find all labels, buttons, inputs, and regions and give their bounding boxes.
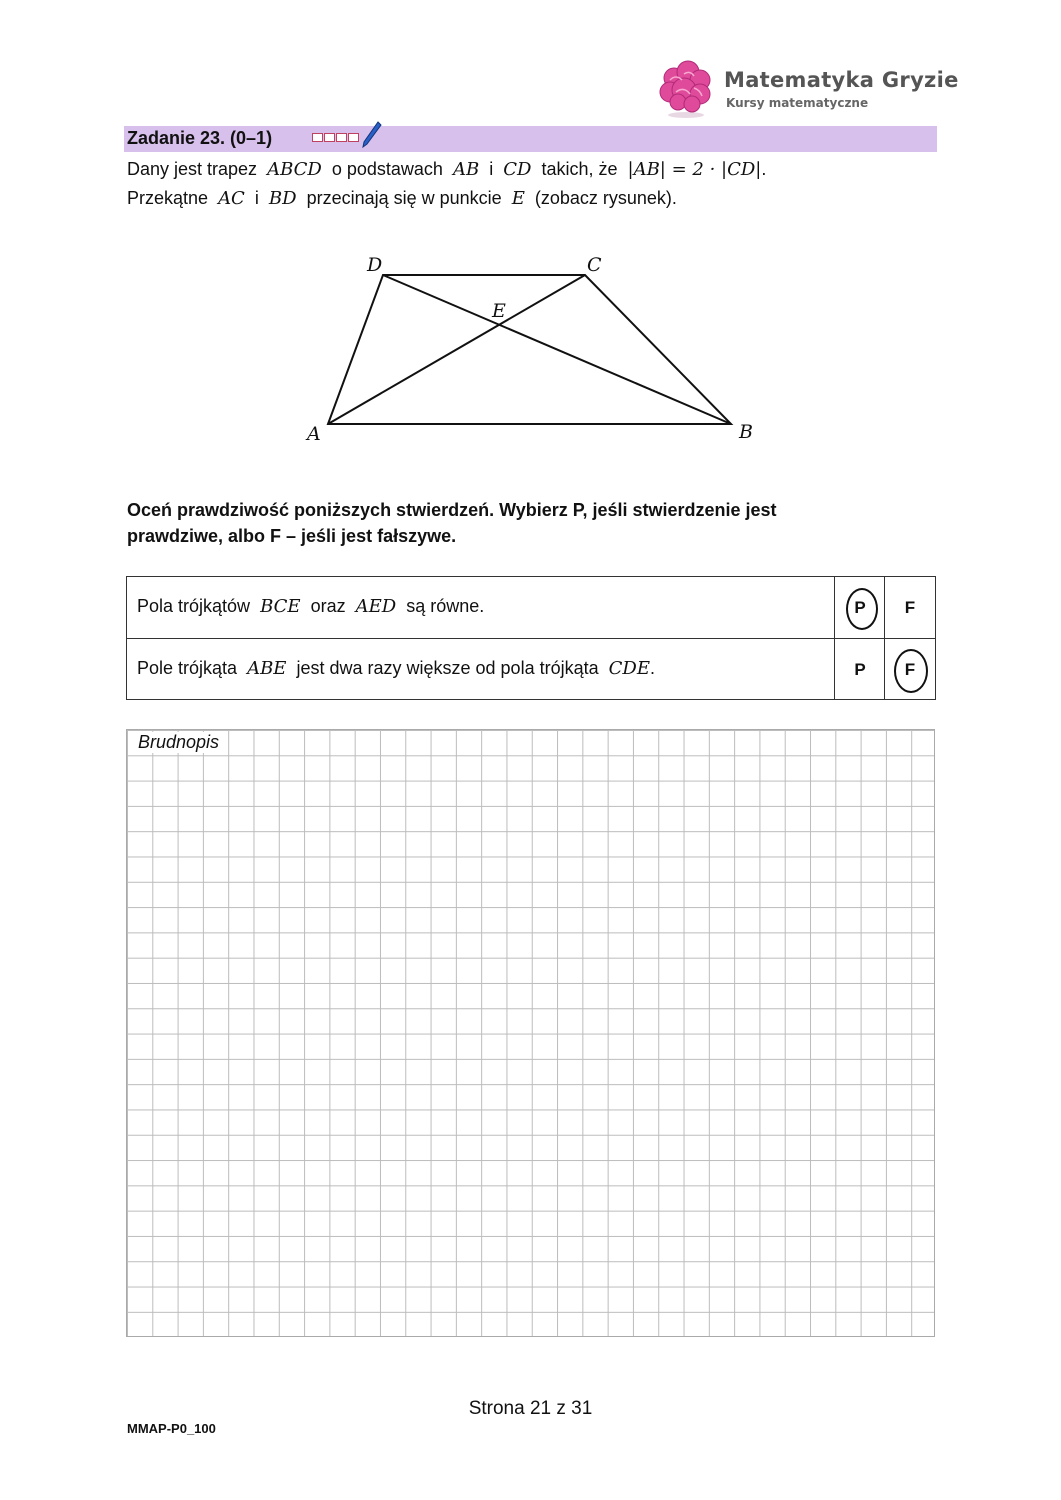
intro-text: przecinają się w punkcie — [306, 188, 502, 208]
statement-part: jest dwa razy większe od pola trójkąta — [296, 658, 599, 678]
skill-box — [348, 133, 359, 142]
draft-grid — [126, 729, 935, 1337]
diagonal-ac — [328, 275, 585, 424]
task-title: Zadanie 23. (0–1) — [127, 128, 273, 148]
diagonal-bd — [383, 275, 731, 424]
math-abcd: ABCD — [267, 159, 322, 180]
answer-table — [126, 576, 936, 700]
logo — [656, 58, 959, 122]
answer-circle-mark — [894, 649, 928, 693]
page-number: Strona 21 z 31 — [468, 1398, 593, 1419]
task-header — [124, 126, 937, 152]
label-e: E — [492, 300, 506, 322]
math-ac: AC — [218, 188, 245, 209]
intro-line-1 — [127, 159, 766, 180]
statement-row — [127, 638, 935, 700]
intro-text: (zobacz rysunek). — [534, 188, 677, 208]
intro-text: i — [489, 159, 494, 179]
document-code: MMAP-P0_100 — [127, 1421, 216, 1436]
label-a: A — [307, 423, 321, 445]
pen-icon — [360, 120, 382, 150]
option-f-cell[interactable] — [884, 639, 935, 700]
option-p-cell[interactable] — [834, 577, 885, 638]
statement-part: oraz — [310, 596, 346, 616]
option-f: F — [904, 660, 916, 679]
option-f: F — [904, 598, 916, 617]
brain-icon — [656, 58, 716, 120]
instruction-line-2: prawdziwe, albo F – jeśli jest fałszywe. — [127, 526, 457, 546]
math-cd: CD — [503, 159, 532, 180]
skill-checkboxes — [312, 133, 359, 142]
intro-text: Przekątne — [127, 188, 209, 208]
math-ratio: |AB| = 2 · |CD| — [627, 159, 762, 180]
label-b: B — [739, 421, 753, 443]
intro-text: i — [254, 188, 259, 208]
answer-circle-mark — [846, 588, 878, 630]
skill-box — [324, 133, 335, 142]
skill-box — [336, 133, 347, 142]
draft-label: Brudnopis — [135, 732, 223, 753]
statement-part: Pole trójkąta — [137, 658, 238, 678]
label-c: C — [587, 254, 602, 276]
option-p-cell[interactable] — [834, 639, 885, 700]
option-f-cell[interactable] — [884, 577, 935, 638]
intro-text: takich, że — [541, 159, 618, 179]
intro-text: o podstawach — [331, 159, 443, 179]
math-e: E — [511, 188, 525, 209]
logo-brand: Matematyka Gryzie — [724, 68, 959, 92]
trapezoid-figure — [290, 245, 780, 455]
statement-text — [137, 658, 655, 679]
math-bce: BCE — [260, 596, 301, 617]
label-d: D — [367, 254, 383, 276]
statement-part: są równe. — [406, 596, 485, 616]
math-aed: AED — [355, 596, 397, 617]
statement-text — [137, 596, 484, 617]
statement-part: . — [649, 658, 655, 678]
math-abe: ABE — [247, 658, 287, 679]
skill-box — [312, 133, 323, 142]
intro-text: . — [761, 159, 767, 179]
statement-part: Pola trójkątów — [137, 596, 251, 616]
intro-line-2 — [127, 188, 677, 209]
math-bd: BD — [268, 188, 297, 209]
option-p: P — [854, 598, 866, 617]
trapezoid-outline — [328, 275, 731, 424]
logo-tagline: Kursy matematyczne — [726, 96, 869, 110]
statement-row — [127, 577, 935, 638]
intro-text: Dany jest trapez — [127, 159, 258, 179]
math-ab: AB — [452, 159, 480, 180]
math-cde: CDE — [608, 658, 650, 679]
instruction-line-1: Oceń prawdziwość poniższych stwierdzeń. Wybierz P, jeśli stwierdzenie jest — [127, 500, 777, 520]
option-p: P — [854, 660, 866, 679]
